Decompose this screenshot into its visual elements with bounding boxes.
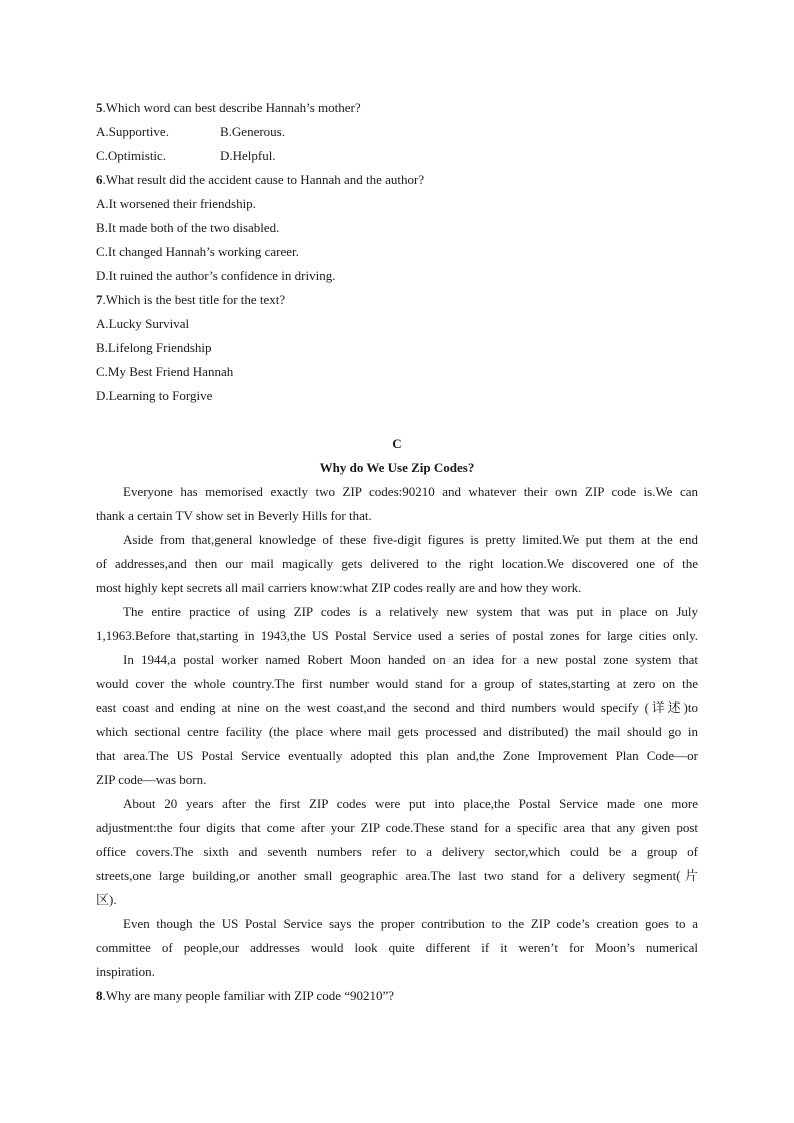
question-text: .Which is the best title for the text? [102,292,286,307]
paragraph-4-line-3: east coast and ending at nine on the west coast,and the second and third numbers would specify (详述)to [96,700,698,715]
question-text: .Which word can best describe Hannah’s mother? [102,100,361,115]
option-c: C.My Best Friend Hannah [96,364,234,379]
paragraph-5-line-2: adjustment:the four digits that come after your ZIP code.These stand for a specific area that any given post [96,820,698,835]
option-b: B.It made both of the two disabled. [96,220,280,235]
option-c: C.It changed Hannah’s working career. [96,244,299,259]
question-5-stem [96,96,698,120]
paragraph-4-line-4: which sectional centre facility (the place where mail gets processed and distributed) the mail should go in [96,724,698,739]
question-number: 5 [96,100,103,115]
option-d: D.Helpful. [220,148,276,163]
question-number: 6 [96,172,103,187]
paragraph-2-line-1: Aside from that,general knowledge of these five-digit figures is pretty limited.We put them at the end [123,532,698,547]
option-a: A.Lucky Survival [96,316,190,331]
question-7-stem [96,288,698,312]
paragraph-4-line-5: that area.The US Postal Service eventually adopted this plan and,the Zone Improvement Plan Code—or [96,748,698,763]
paragraph-3-line-1: The entire practice of using ZIP codes is a relatively new system that was put in place on July [123,604,698,619]
option-c: C.Optimistic. [96,148,167,163]
paragraph-2-line-3: most highly kept secrets all mail carriers know:what ZIP codes really are and how they work. [96,580,582,595]
paragraph-5-line-3: office covers.The sixth and seventh numbers refer to a delivery sector,which could be a group of [96,844,698,859]
option-a: A.It worsened their friendship. [96,196,256,211]
document-page [96,96,698,1008]
paragraph-5-line-4: streets,one large building,or another small geographic area.The last two stand for a delivery segment(片 [96,868,698,883]
option-b: B.Generous. [220,124,285,139]
paragraph-4-line-1: In 1944,a postal worker named Robert Moon handed on an idea for a new postal zone system that [123,652,698,667]
question-text: .What result did the accident cause to Hannah and the author? [102,172,425,187]
paragraph-4-line-2: would cover the whole country.The first number would stand for a group of states,starting at zero on the [96,676,698,691]
question-5-options-row-2 [96,144,698,168]
passage-title: Why do We Use Zip Codes? [319,460,475,475]
paragraph-6-line-3: inspiration. [96,964,155,979]
option-d: D.Learning to Forgive [96,388,213,403]
paragraph-1-line-2: thank a certain TV show set in Beverly Hills for that. [96,508,372,523]
option-d: D.It ruined the author’s confidence in driving. [96,268,336,283]
paragraph-4-line-6: ZIP code—was born. [96,772,207,787]
question-6-stem [96,168,698,192]
question-5-options-row-1 [96,120,698,144]
question-number: 7 [96,292,103,307]
question-number: 8 [96,988,103,1003]
section-letter: C [392,436,402,451]
paragraph-1-line-1: Everyone has memorised exactly two ZIP codes:90210 and whatever their own ZIP code is.We can [123,484,698,499]
option-b: B.Lifelong Friendship [96,340,212,355]
paragraph-6-line-2: committee of people,our addresses would look quite different if it weren’t for Moon’s numerical [96,940,698,955]
paragraph-6-line-1: Even though the US Postal Service says the proper contribution to the ZIP code’s creation goes to a [123,916,698,931]
paragraph-5-line-5: 区). [96,892,117,907]
question-text: .Why are many people familiar with ZIP code “90210”? [102,988,395,1003]
paragraph-3-line-2: 1,1963.Before that,starting in 1943,the US Postal Service used a series of postal zones for large cities only. [96,628,698,643]
option-a: A.Supportive. [96,124,169,139]
section-spacer [96,408,698,432]
paragraph-2-line-2: of addresses,and then our mail magically gets delivered to the right location.We discovered one of the [96,556,698,571]
paragraph-5-line-1: About 20 years after the first ZIP codes were put into place,the Postal Service made one more [123,796,698,811]
question-8-stem [96,984,698,1008]
